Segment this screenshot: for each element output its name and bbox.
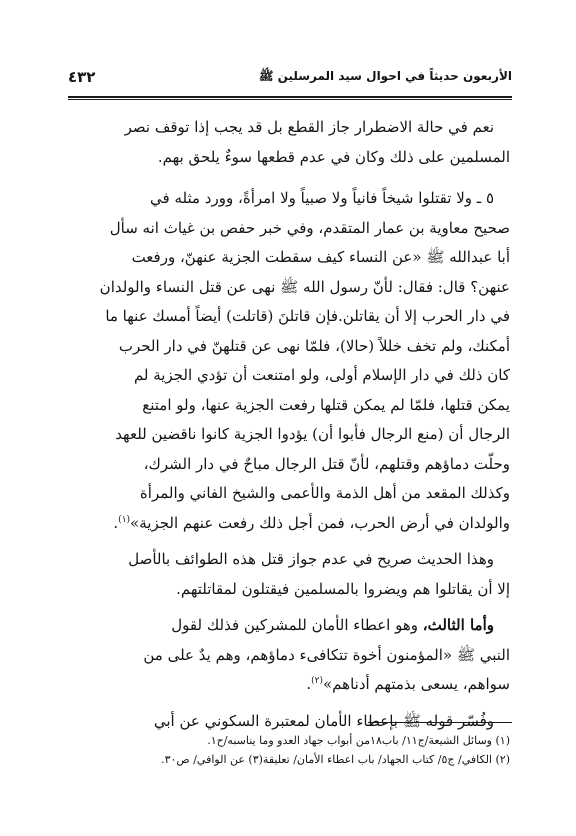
footnotes (70, 731, 510, 769)
paragraph-2 (70, 184, 510, 538)
footnote-ref-2[interactable]: (٢) (311, 676, 323, 686)
header-rule-thick (68, 96, 512, 98)
paragraph-1-text: نعم في حالة الاضطرار جاز القطع بل قد يجب إذا توقف نصر المسلمين على ذلك وكان في عدم قطعها سوءٌ يلحق بهم. (124, 118, 510, 166)
footnote-2: (٢) الكافي/ ج٥/ كتاب الجهاد/ باب اعطاء الأمان/ تعليقة(٣) عن الوافي/ ص٣٠. (161, 753, 510, 766)
running-title: الأربعون حديثاً في احوال سيد المرسلين ﷺ (258, 69, 512, 83)
paragraph-2-end: . (113, 513, 119, 532)
paragraph-4-end: . (306, 675, 312, 693)
footnote-ref-1[interactable]: (١) (118, 514, 131, 525)
paragraph-4 (70, 611, 510, 700)
footnote-separator (368, 722, 512, 723)
paragraph-3 (70, 545, 510, 604)
main-text (70, 113, 510, 736)
paragraph-4-text: وهو اعطاء الأمان للمشركين فذلك لقول النبي ﷺ «المؤمنون أخوة تتكافىء دماؤهم، وهم يدٌ على من سواهم، يسعى بذمتهم أدناهم» (143, 616, 510, 693)
section-lead: وأما الثالث، (422, 616, 494, 634)
page-header (68, 66, 512, 92)
page-number: ٤٣٢ (68, 68, 96, 86)
paragraph-2-text: ٥ ـ ولا تقتلوا شيخاً فانياً ولا صبياً ولا امرأةً، وورد مثله في صحيح معاوية بن عمار المتقدم، وفي خبر حفص بن غياث انه سأل أبا عبدالله ﷺ «عن النساء كيف سقطت الجزية عنهنّ، ورفعت عنهن؟ قال: فقال: لأنّ رسول الله ﷺ نهى عن قتل النساء والولدان في دار الحرب إلا أن يقاتلن.فإن قاتلنَ (قاتلت) أيضاً أمسك عنها ما أمكنك، ولم تخف خللاً (حالا)، فلمّا نهى عن قتلهنّ في دار الحرب كان ذلك في دار الإسلام أولى، ولو امتنعت أن تؤدي الجزية لم يمكن قتلها، فلمّا لم يمكن قتلها رفعت الجزية عنها، ولو امتنع الرجال أن (منع الرجال فأبوا أن) يؤدوا الجزية كانوا ناقضين للعهد وحلّت دماؤهم وقتلهم، لأنّ قتل الرجال مباحٌ في دار الشرك، وكذلك المقعد من أهل الذمة والأعمى والشيخ الفاني والمرأة والولدان في أرض الحرب، فمن أجل ذلك رفعت عنهم الجزية» (99, 189, 510, 532)
header-rule-thin (68, 99, 512, 100)
paragraph-1 (70, 113, 510, 172)
paragraph-5-text: وفُسّر قوله ﷺ بإعطاء الأمان لمعتبرة السكوني عن أبي (153, 711, 494, 730)
paragraph-3-text: وهذا الحديث صريح في عدم جواز قتل هذه الطوائف بالأصل إلا أن يقاتلوا هم ويضروا بالمسلمين فيقتلون لمقاتلتهم. (128, 550, 510, 598)
footnote-1: (١) وسائل الشيعة/ج١١/ باب١٨من أبواب جهاد العدو وما يناسبه/ح١. (207, 734, 510, 747)
